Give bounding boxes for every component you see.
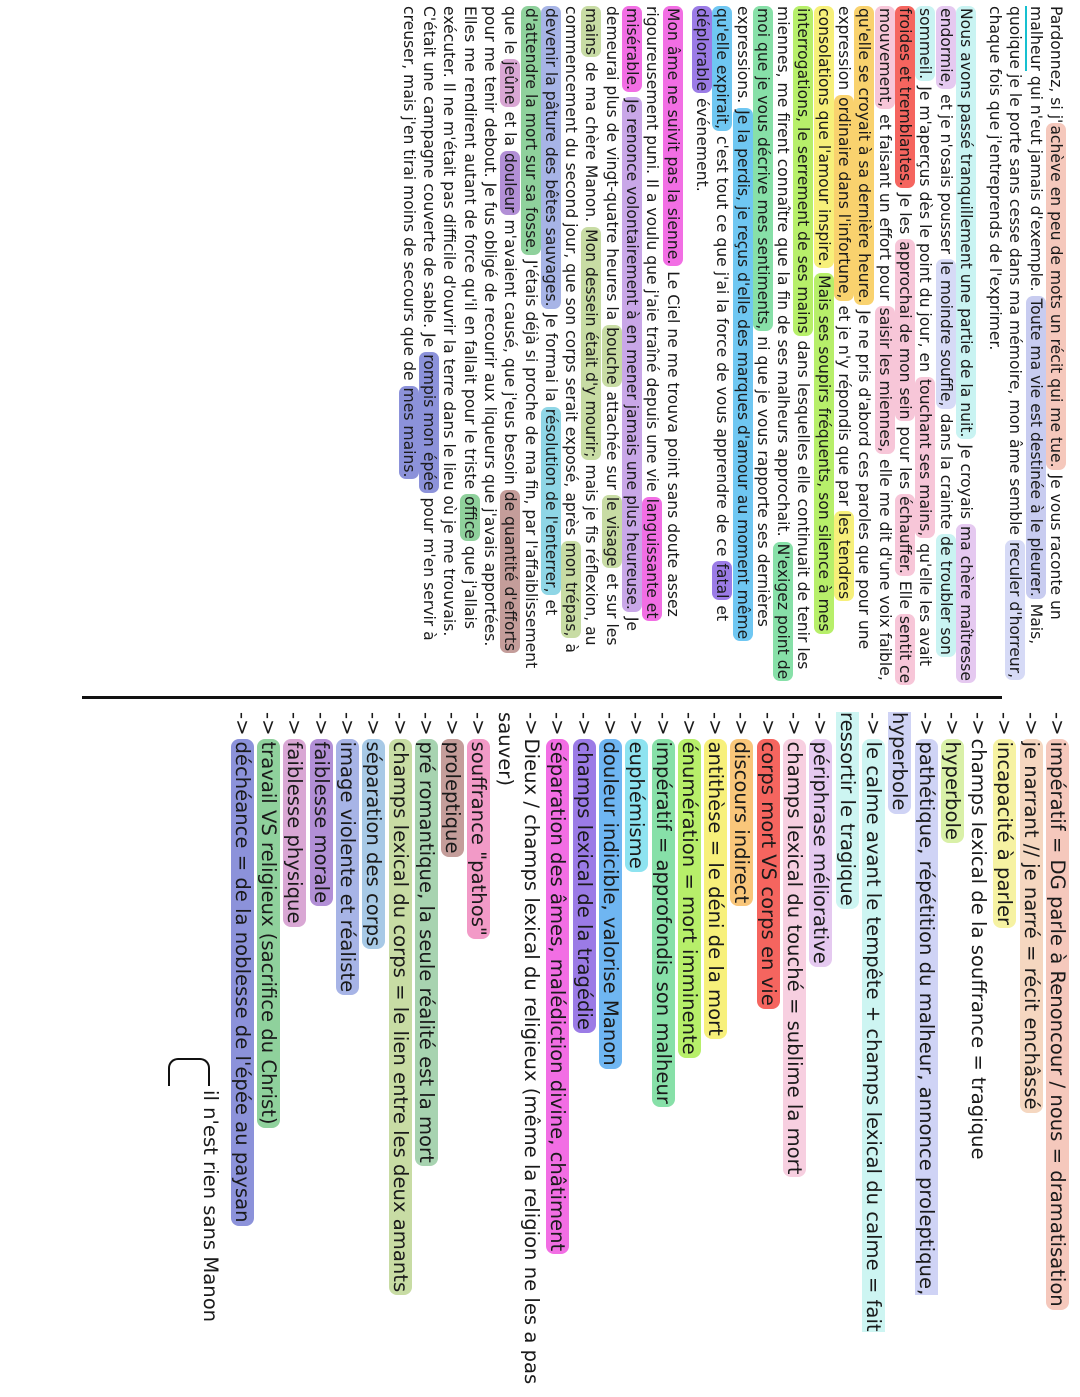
brace-mark (168, 1058, 210, 1086)
note-text: euphémisme (625, 739, 648, 872)
note-line (754, 712, 780, 1392)
highlighted-phrase: bouche (602, 327, 621, 385)
note-text: pré romantique, la seule réalité est la mort (415, 739, 438, 1166)
highlighted-phrase: mon trépas, (562, 542, 581, 637)
highlighted-phrase: rompis mon épée (420, 354, 439, 491)
arrow-icon: -> (730, 712, 754, 736)
text-run: et je n'osais pousser (936, 89, 955, 259)
text-run: chaque fois que j'entreprends de l'exprimer. (986, 6, 1005, 351)
note-line (465, 712, 491, 1392)
text-run: et sur les (602, 568, 621, 646)
note-text: faiblesse morale (310, 739, 333, 907)
highlighted-phrase: d'attendre la mort sur sa fosse. (521, 8, 540, 253)
text-run: Je vous raconte un (1047, 469, 1065, 620)
highlighted-phrase: N'exigez point de moi que je vous décrive mes sentiments, (753, 8, 793, 680)
note-line (1017, 712, 1043, 1392)
text-run: qui n'eut jamais d'exemple. (1026, 70, 1045, 297)
text-run: attachée sur (602, 386, 621, 495)
arrow-icon: -> (388, 712, 412, 736)
note-text: impératif = approfondis son malheur (652, 739, 675, 1107)
note-line (702, 712, 728, 1392)
highlighted-phrase: saisir les miennes, (875, 307, 894, 453)
highlighted-phrase: ma chère maîtresse endormie, (936, 8, 975, 682)
note-line (491, 712, 544, 1392)
analysis-notes (229, 712, 1071, 1392)
note-text: je narrant // je narré = récit enchâssé (1020, 739, 1043, 1113)
text-run: Je ne pris d'abord ces paroles que pour une expression (835, 6, 874, 650)
arrow-icon: -> (1046, 712, 1069, 736)
note-text: champs lexical de la souffrance = tragique (967, 738, 991, 1160)
arrow-icon: -> (940, 712, 964, 736)
highlighted-phrase: office (460, 496, 479, 539)
arrow-icon: -> (520, 712, 544, 736)
text-passage (390, 6, 1067, 686)
text-run: à (562, 638, 581, 653)
note-line (386, 712, 412, 1392)
text-run: pour les (895, 421, 914, 495)
highlighted-phrase: jeûne (501, 61, 520, 105)
note-text: champs lexical du touché = sublime la mort (783, 739, 806, 1178)
note-line (307, 712, 333, 1392)
arrow-icon: -> (704, 712, 728, 736)
text-run: qu'elle les avait (916, 538, 935, 666)
arrow-icon: -> (756, 712, 780, 736)
text-run: Je les (895, 188, 914, 240)
note-text: énumération = mort imminente (678, 739, 701, 1058)
text-run: que j'allais exécuter. Il ne m'était pas difficile d'ouvrir la terre dans le lieu où je me trouvais. C'était une campagne couverte de sable. Je (420, 6, 479, 637)
text-run: pour m'en servir à creuser, mais j'en tirai moins de secours que de (399, 6, 439, 641)
arrow-icon: -> (1019, 712, 1043, 736)
note-text: champs lexical de la tragédie (573, 739, 596, 1033)
arrow-icon: -> (309, 712, 333, 736)
note-text: proleptique (441, 739, 464, 857)
text-run: Pardonnez, si j' (1047, 6, 1065, 124)
note-text: corps mort VS corps en vie (757, 739, 780, 1009)
side-note: il n'est rien sans Manon (199, 1090, 222, 1323)
note-text: antithèse = le déni de la mort (704, 739, 727, 1039)
highlighted-phrase: les tendres consolations que l'amour inspire. (814, 8, 854, 600)
text-run: m'avaient causé, que j'eus besoin (501, 214, 520, 490)
note-line (623, 712, 649, 1392)
highlighted-phrase: douleur (501, 152, 520, 213)
highlighted-phrase: froides et tremblantes. (895, 8, 914, 187)
text-run: pour me tenir debout. Je fus obligé de recourir aux liqueurs que j'avais apportées. Elles me rendirent autant de force qu'il en fallait pour le triste (460, 6, 499, 647)
highlighted-phrase: Mon âme ne suivit pas la sienne. (663, 8, 682, 265)
note-text: le calme avant le tempête + champs lexical du calme = fait ressortir le tragique (835, 712, 885, 1332)
text-run: dans la crainte (936, 408, 955, 535)
arrow-icon: -> (546, 712, 570, 736)
note-text: souffrance "pathos" (467, 739, 490, 939)
arrow-icon: -> (783, 712, 807, 736)
highlighted-phrase: de troubler son sommeil. (916, 8, 955, 655)
arrow-icon: -> (572, 712, 596, 736)
highlighted-phrase: de quantité d'efforts (501, 491, 520, 652)
arrow-icon: -> (598, 712, 622, 736)
highlighted-phrase: fatal (713, 563, 732, 599)
text-run: Le Ciel ne me trouva point sans doute assez rigoureusement puni. Il a voulu que j'aie traîné depuis une vie (643, 6, 682, 617)
note-line (229, 712, 255, 1392)
note-text: déchéance = de la noblesse de l'épée au paysan (231, 739, 254, 1226)
highlighted-phrase: approchai de mon sein (895, 241, 914, 420)
note-line (728, 712, 754, 1392)
arrow-icon: -> (861, 712, 885, 736)
note-text: douleur indicible, valorise Manon (599, 739, 622, 1069)
highlighted-phrase: languissante et misérable. (623, 8, 662, 619)
text-run: et faisant un effort pour (875, 109, 894, 306)
note-line (649, 712, 675, 1392)
arrow-icon: -> (967, 712, 991, 736)
text-run: et je n'y répondis que par (835, 300, 854, 511)
note-line (991, 712, 1017, 1392)
text-run: ni que je vous rapporte ses dernières expressions. (733, 6, 772, 627)
arrow-icon: -> (257, 712, 281, 736)
arrow-icon: -> (414, 712, 438, 736)
note-text: champs lexical du corps = le lien entre les deux amants (389, 739, 412, 1296)
note-text: impératif = DG parle à Renoncour / nous = dramatisation (1046, 739, 1069, 1310)
text-run: Je m'aperçus dès le point du jour, en (916, 81, 935, 377)
text-run: c'est tout ce que j'ai la force de vous apprendre de ce (713, 131, 732, 562)
note-line (597, 712, 623, 1392)
highlighted-phrase: Toute ma vie est destinée à le pleurer. (1026, 298, 1045, 597)
highlighted-phrase: devenir la pâture des bêtes sauvages. (541, 8, 560, 307)
arrow-icon: -> (625, 712, 649, 736)
highlighted-phrase: ordinaire dans l'infortune, (835, 97, 854, 299)
highlighted-phrase: résolution de l'enterrer, (541, 408, 560, 593)
text-run: et la (501, 106, 520, 151)
note-line (886, 712, 939, 1392)
note-text: discours indirect (730, 739, 753, 907)
note-text: séparation des âmes, malédiction divine, châtiment (546, 739, 569, 1255)
highlighted-phrase: Je renonce volontairement à en mener jamais une plus heureuse. (623, 98, 642, 610)
highlighted-phrase: reculer d'horreur, (1006, 541, 1025, 679)
note-line (833, 712, 886, 1392)
note-line (1044, 712, 1070, 1392)
highlighted-phrase: qu'elle se croyait à sa dernière heure. (855, 8, 874, 304)
note-text: hyperbole (941, 739, 964, 844)
note-line (676, 712, 702, 1392)
arrow-icon: -> (283, 712, 307, 736)
highlighted-phrase: achève en peu de mots un récit qui me tue. (1047, 125, 1065, 468)
note-line (255, 712, 281, 1392)
text-run: et (541, 594, 560, 616)
text-run: événement. (692, 93, 711, 192)
highlighted-phrase: le moindre souffle, (936, 260, 955, 407)
paragraph-2 (692, 6, 976, 686)
note-text: faiblesse physique (283, 739, 306, 927)
arrow-icon: -> (914, 712, 938, 736)
note-text: image violente et réaliste (336, 739, 359, 996)
arrow-icon: -> (677, 712, 701, 736)
text-run: Je formai la (541, 308, 560, 407)
note-line (570, 712, 596, 1392)
highlighted-phrase: sentit ce mouvement, (875, 8, 914, 684)
arrow-icon: -> (441, 712, 465, 736)
arrow-icon: -> (809, 712, 833, 736)
text-run: dans lesquelles elle continuait de tenir les miennes, me firent connaître que la fin de ses malheurs approchait. (774, 6, 813, 670)
note-line (413, 712, 439, 1392)
note-text: pathétique, répétition du malheur, annonce proleptique, hyperbole (888, 712, 938, 1296)
highlighted-phrase: Nous avons passé tranquillement une partie de la nuit. (956, 8, 975, 438)
note-line (281, 712, 307, 1392)
note-line (544, 712, 570, 1392)
arrow-icon: -> (651, 712, 675, 736)
paragraph-3 (399, 6, 683, 686)
text-run: J'étais déjà si proche de ma fin, par l'affaiblissement que le (501, 6, 540, 669)
note-line (965, 712, 991, 1392)
arrow-icon: -> (335, 712, 359, 736)
text-run: de ma chère Manon. (582, 57, 601, 228)
note-text: périphrase méliorative (809, 739, 832, 967)
text-run: Elle (895, 575, 914, 614)
note-line (334, 712, 360, 1392)
highlighted-phrase: touchant ses mains, (916, 378, 935, 537)
highlighted-phrase: mes mains. (399, 387, 418, 478)
highlighted-phrase: déplorable (692, 8, 711, 92)
arrow-icon: -> (467, 712, 491, 736)
highlighted-phrase: échauffer. (895, 496, 914, 574)
note-text: Dieux / champs lexical du religieux (même la religion ne les a pas sauver) (493, 712, 544, 1385)
divider-line (82, 696, 1002, 699)
note-line (807, 712, 833, 1392)
note-line (781, 712, 807, 1392)
note-line (939, 712, 965, 1392)
text-run: malheur (1026, 6, 1045, 71)
highlighted-phrase: Mais ses soupirs fréquents, son silence à mes interrogations, le serrement de ses mains (794, 8, 833, 632)
note-text: incapacité à parler (993, 739, 1016, 929)
text-run: et (713, 600, 732, 622)
arrow-icon: -> (230, 712, 254, 736)
arrow-icon: -> (993, 712, 1017, 736)
note-text: séparation des corps (362, 739, 385, 950)
highlighted-phrase: le visage (602, 496, 621, 567)
highlighted-phrase: mains (582, 8, 601, 56)
text-run: Mais, quoique je le porte sans cesse dans ma mémoire, mon âme semble (1006, 6, 1045, 645)
note-line (439, 712, 465, 1392)
note-line (360, 712, 386, 1392)
arrow-icon: -> (362, 712, 386, 736)
text-run: Je demeurai plus de vingt-quatre heures la (602, 6, 642, 632)
highlighted-phrase: Mon dessein était d'y mourir; (582, 229, 601, 458)
paragraph-1 (985, 6, 1066, 686)
highlighted-phrase: Je la perdis, je reçus d'elle des marques d'amour au moment même qu'elle expirait, (713, 8, 752, 640)
note-text: travail VS religieux (sacrifice du Christ) (257, 739, 280, 1128)
text-run: mais je fis réflexion, au commencement du second jour, que son corps serait exposé, après (562, 6, 601, 646)
text-run: Je croyais (956, 439, 975, 524)
text-run: elle me dit d'une voix faible, (875, 454, 894, 681)
